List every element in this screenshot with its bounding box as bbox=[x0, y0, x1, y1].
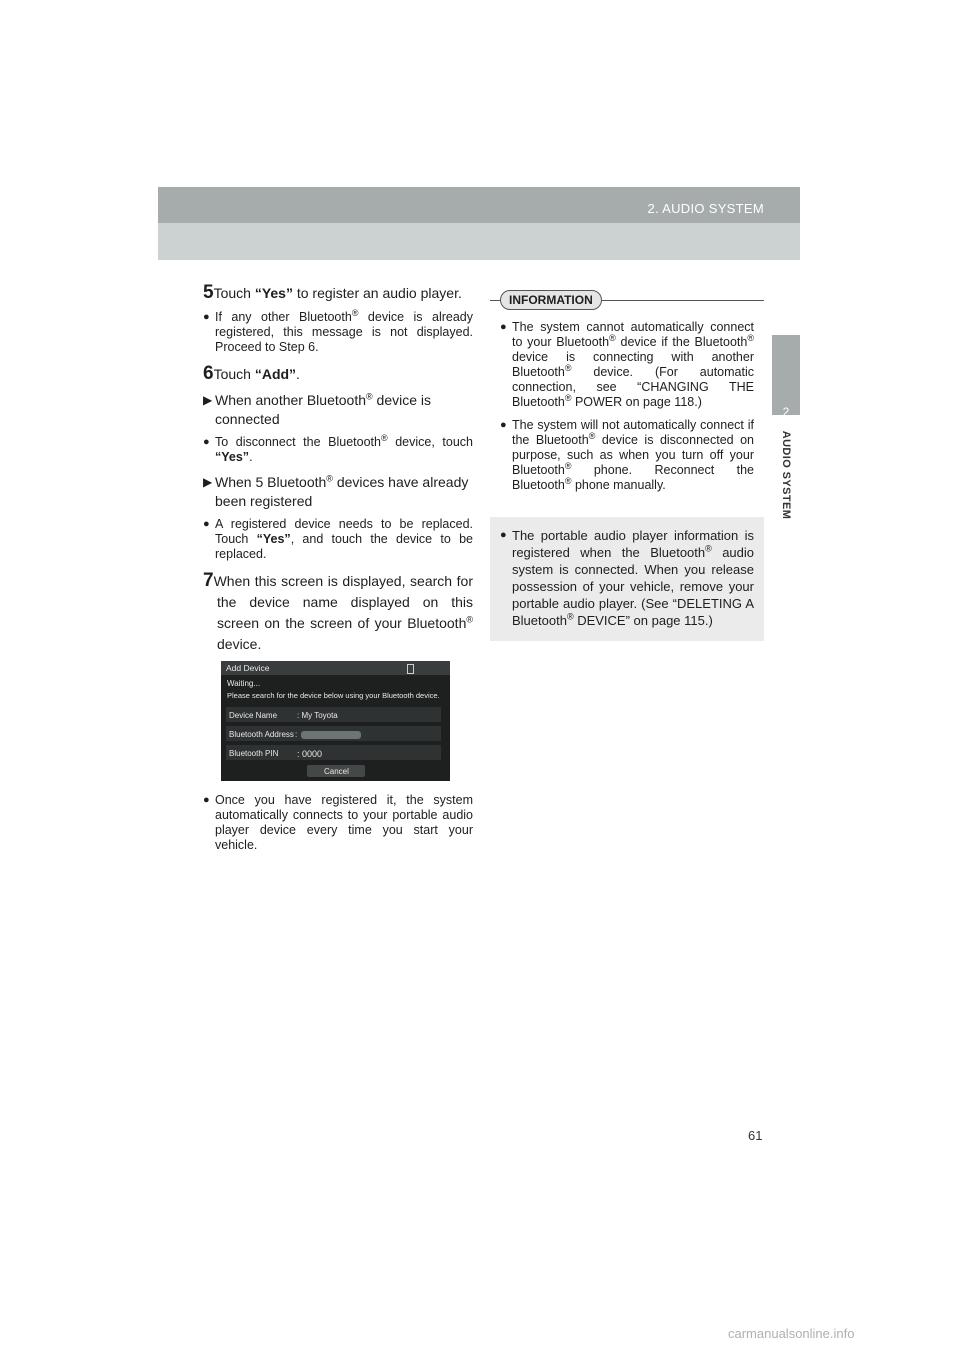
chapter-tab-number: 2 bbox=[782, 405, 790, 419]
triangle-icon: ▶ bbox=[203, 475, 213, 489]
add-keyword: “Add” bbox=[254, 366, 297, 382]
phone-icon bbox=[407, 664, 414, 674]
page-header bbox=[158, 187, 800, 260]
page-number: 61 bbox=[748, 1128, 763, 1143]
portable-player-note-box bbox=[490, 517, 764, 641]
bullet-icon: ● bbox=[203, 518, 210, 530]
watermark: carmanualsonline.info bbox=[728, 1326, 855, 1341]
bullet-icon: ● bbox=[500, 419, 507, 431]
step-number: 6 bbox=[203, 363, 214, 384]
info-bullet: ● The portable audio player information is registered when the Bluetooth® audio system is connected. When you release possession of your vehicle, remove your portable audio player. (See “DELETING A Bluetooth® DEVICE” on page 115.) bbox=[500, 528, 755, 628]
step-number: 7 bbox=[203, 570, 214, 591]
bullet-icon: ● bbox=[203, 436, 210, 448]
screen-waiting: Waiting... bbox=[227, 679, 261, 688]
info-bullet: ● The system cannot automatically connect to your Bluetooth® device if the Bluetooth® device is connecting with another Bluetooth® device. (For automatic connection, see “CHANGING THE Bluetooth® POWER on page 118.) bbox=[500, 320, 754, 409]
chapter-tab bbox=[772, 335, 800, 415]
chapter-tab-label bbox=[772, 420, 800, 530]
information-label: INFORMATION bbox=[500, 290, 602, 310]
note-bullet: ● A registered device needs to be replaced. Touch “Yes”, and touch the device to be replaced. bbox=[203, 517, 473, 561]
bluetooth-pin-value: : 0000 bbox=[297, 749, 323, 759]
bullet-icon: ● bbox=[500, 321, 507, 333]
bullet-icon: ● bbox=[203, 311, 210, 323]
bluetooth-pin-label: Bluetooth PIN bbox=[229, 749, 279, 758]
yes-keyword: “Yes” bbox=[254, 285, 293, 301]
bullet-icon: ● bbox=[203, 794, 210, 806]
blurred-address bbox=[301, 731, 361, 739]
step-number: 5 bbox=[203, 282, 214, 303]
note-bullet: ● Once you have registered it, the system automatically connects to your portable audio player device every time you start your vehicle. bbox=[203, 793, 473, 852]
chapter-tab-label-text: AUDIO SYSTEM bbox=[780, 430, 792, 520]
step-7: 7When this screen is displayed, search for the device name displayed on this screen on the screen of your Bluetooth® device. bbox=[203, 570, 473, 652]
screen-instruction: Please search for the device below using your Bluetooth device. bbox=[227, 691, 440, 700]
note-bullet: ● To disconnect the Bluetooth® device, touch “Yes”. bbox=[203, 432, 473, 464]
sub-heading-another-device: ▶ When another Bluetooth® device is connected bbox=[203, 391, 431, 427]
device-name-value: : My Toyota bbox=[297, 711, 338, 720]
note-bullet: ● If any other Bluetooth® device is already registered, this message is not displayed. Proceed to Step 6. bbox=[203, 307, 473, 354]
info-bullet: ● The system will not automatically connect if the Bluetooth® device is disconnected on purpose, such as when you turn off your Bluetooth® phone. Reconnect the Bluetooth® phone manually. bbox=[500, 418, 754, 492]
header-band bbox=[158, 187, 800, 223]
device-name-label: Device Name bbox=[229, 711, 278, 720]
right-column bbox=[490, 290, 764, 641]
sub-heading-five-devices: ▶ When 5 Bluetooth® devices have already been registered bbox=[203, 473, 469, 509]
triangle-icon: ▶ bbox=[203, 393, 213, 407]
step-5: 5Touch “Yes” to register an audio player. bbox=[203, 282, 462, 303]
add-device-screenshot bbox=[221, 661, 450, 781]
left-column bbox=[203, 282, 473, 861]
section-title: 2. AUDIO SYSTEM bbox=[647, 201, 764, 216]
bluetooth-address-label: Bluetooth Address bbox=[229, 730, 294, 739]
bullet-icon: ● bbox=[500, 529, 507, 541]
information-header bbox=[490, 290, 764, 310]
screen-title: Add Device bbox=[226, 663, 270, 673]
cancel-label: Cancel bbox=[324, 767, 349, 776]
information-body bbox=[490, 310, 764, 507]
step-6: 6Touch “Add”. bbox=[203, 363, 300, 384]
bluetooth-address-separator: : bbox=[295, 730, 298, 739]
